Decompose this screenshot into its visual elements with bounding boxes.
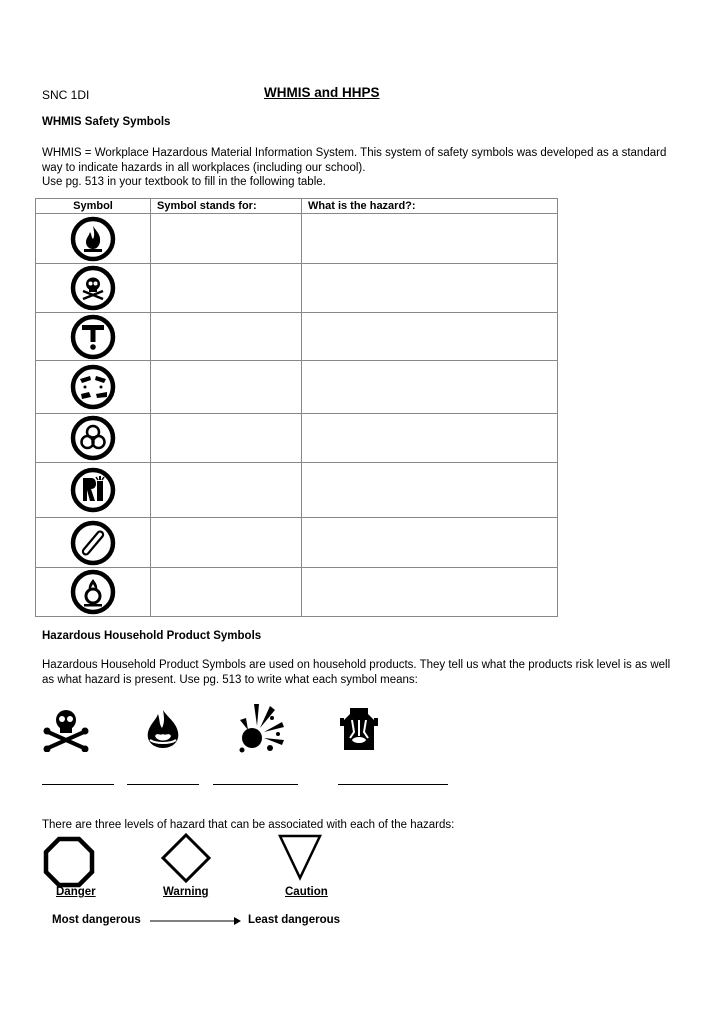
octagon-icon [43,836,95,888]
skull-crossbones-icon [70,265,116,311]
flammable-icon [70,216,116,262]
hhps-heading: Hazardous Household Product Symbols [42,630,262,642]
answer-blank-1[interactable] [42,784,114,785]
whmis-instruction: Use pg. 513 in your textbook to fill in the following table. [42,176,326,188]
level-warning: Warning [163,886,209,898]
hhps-intro: Hazardous Household Product Symbols are used on household products. They tell us what the products risk level is as well as what hazard is present. Use pg. 513 to write what each symbol means: [42,659,671,686]
answer-blank-2[interactable] [127,784,199,785]
col-header-symbol: Symbol [36,199,151,214]
hazard-cell[interactable] [302,214,558,264]
page-title: WHMIS and HHPS [264,85,380,100]
level-danger: Danger [56,886,96,898]
flame-icon [140,706,186,752]
biohazard-icon [70,415,116,461]
col-header-hazard: What is the hazard?: [302,199,558,214]
explosive-icon [232,700,290,756]
triangle-icon [276,832,324,882]
levels-intro: There are three levels of hazard that can be associated with each of the hazards: [42,819,455,831]
col-header-stands-for: Symbol stands for: [151,199,302,214]
table-row [36,361,558,414]
hazard-cell[interactable] [302,264,558,313]
table-row [36,568,558,617]
hazard-cell[interactable] [302,463,558,518]
hazard-cell[interactable] [302,518,558,568]
poison-skull-icon [42,706,90,752]
symbol-cell [36,361,151,414]
hazard-cell[interactable] [302,414,558,463]
hazard-cell[interactable] [302,313,558,361]
arrow-right-icon [150,915,242,927]
course-code: SNC 1DI [42,88,90,102]
whmis-table [35,198,558,617]
answer-blank-3[interactable] [213,784,298,785]
answer-blank-4[interactable] [338,784,448,785]
toxic-t-icon [70,314,116,360]
table-row [36,463,558,518]
stands-for-cell[interactable] [151,361,302,414]
table-row [36,518,558,568]
stands-for-cell[interactable] [151,414,302,463]
hazard-cell[interactable] [302,568,558,617]
symbol-cell [36,264,151,313]
least-dangerous-label: Least dangerous [248,914,341,926]
symbol-cell [36,214,151,264]
most-dangerous-label: Most dangerous [52,914,141,926]
symbol-cell [36,463,151,518]
corrosive-icon [70,364,116,410]
stands-for-cell[interactable] [151,214,302,264]
level-caution: Caution [285,886,328,898]
table-row [36,214,558,264]
table-row [36,313,558,361]
stands-for-cell[interactable] [151,568,302,617]
symbol-cell [36,518,151,568]
oxidizing-icon [70,569,116,615]
whmis-heading: WHMIS Safety Symbols [42,116,171,128]
hazard-cell[interactable] [302,361,558,414]
stands-for-cell[interactable] [151,313,302,361]
compressed-gas-icon [70,520,116,566]
stands-for-cell[interactable] [151,463,302,518]
whmis-intro: WHMIS = Workplace Hazardous Material Information System. This system of safety symbols was developed as a standard way to indicate hazards in all workplaces (including our school). [42,147,667,174]
corrosive-bottle-icon [340,706,378,752]
diamond-icon [160,832,212,884]
symbol-cell [36,568,151,617]
symbol-cell [36,414,151,463]
symbol-cell [36,313,151,361]
dangerously-reactive-icon [70,467,116,513]
table-row [36,264,558,313]
table-row [36,414,558,463]
stands-for-cell[interactable] [151,264,302,313]
stands-for-cell[interactable] [151,518,302,568]
